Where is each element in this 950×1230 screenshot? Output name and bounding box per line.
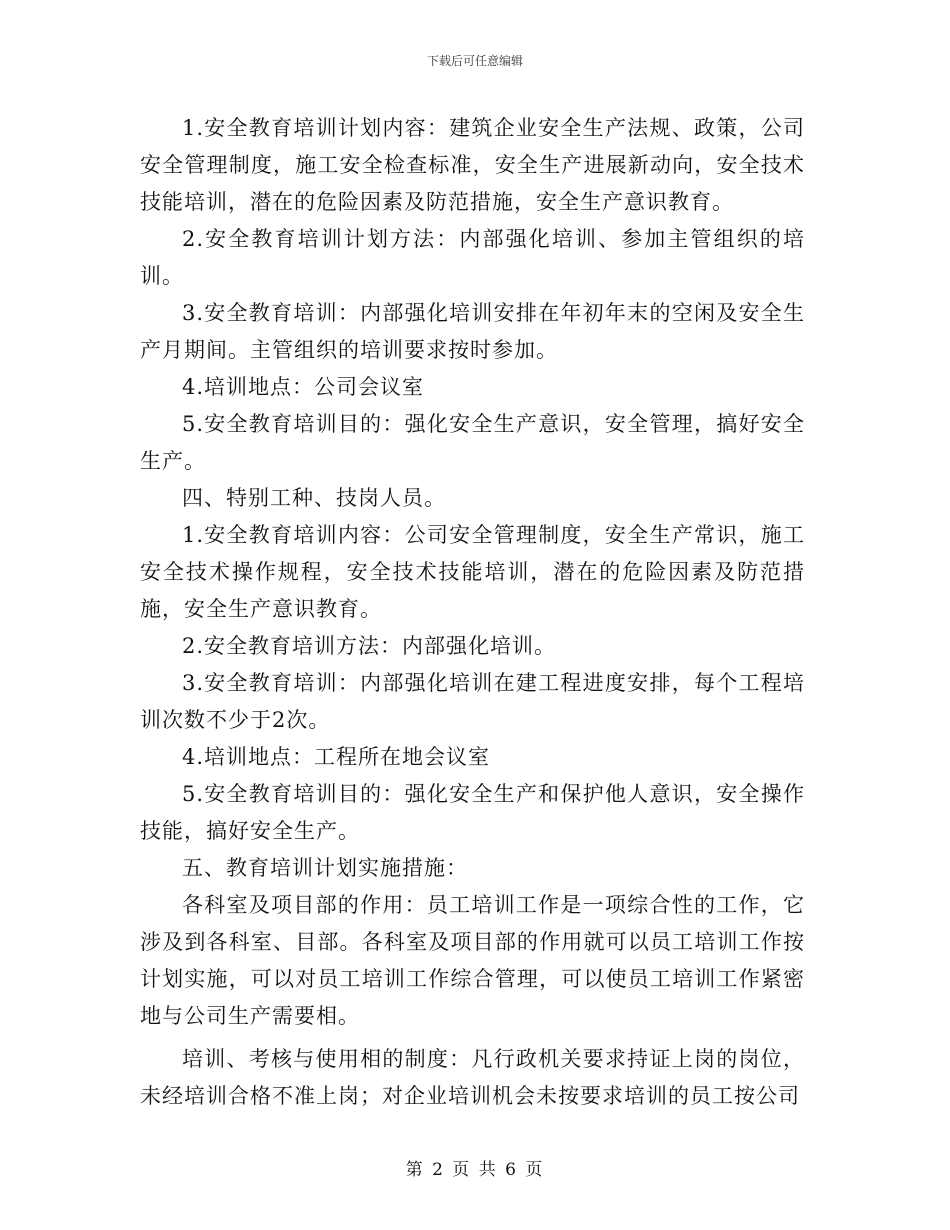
paragraph: 各科室及项目部的作用：员工培训工作是一项综合性的工作，它涉及到各科室、目部。各科室及项目部的作用就可以员工培训工作按计划实施，可以对员工培训工作综合管理，可以使员工培训工作紧密地与公司生产需要相。: [140, 893, 805, 1028]
section-heading: 五、教育培训计划实施措施：: [182, 856, 468, 880]
paragraph: 3.安全教育培训：内部强化培训安排在年初年末的空闲及安全生产月期间。主管组织的培训要求按时参加。: [140, 301, 805, 362]
paragraph: 2.安全教育培训方法：内部强化培训。: [182, 634, 557, 658]
paragraph: 3.安全教育培训：内部强化培训在建工程进度安排，每个工程培训次数不少于2次。: [140, 671, 805, 732]
section-heading: 四、特别工种、技岗人员。: [182, 486, 446, 510]
paragraph: 1.安全教育培训内容：公司安全管理制度，安全生产常识，施工安全技术操作规程，安全技术技能培训，潜在的危险因素及防范措施，安全生产意识教育。: [140, 523, 805, 621]
paragraph: 5.安全教育培训目的：强化安全生产意识，安全管理，搞好安全生产。: [140, 412, 805, 473]
page-number: 第 2 页 共 6 页: [405, 1160, 545, 1180]
paragraph: 4.培训地点：工程所在地会议室: [182, 745, 491, 769]
paragraph: 2.安全教育培训计划方法：内部强化培训、参加主管组织的培训。: [140, 227, 805, 288]
page-header: 下载后可任意编辑: [426, 54, 523, 68]
paragraph: 4.培训地点：公司会议室: [182, 375, 425, 399]
document-body: [140, 110, 805, 1115]
paragraph: 5.安全教育培训目的：强化安全生产和保护他人意识，安全操作技能，搞好安全生产。: [140, 782, 805, 843]
paragraph: 1.安全教育培训计划内容：建筑企业安全生产法规、政策，公司安全管理制度，施工安全检查标准，安全生产进展新动向，安全技术技能培训，潜在的危险因素及防范措施，安全生产意识教育。: [140, 116, 805, 214]
paragraph: 培训、考核与使用相的制度：凡行政机关要求持证上岗的岗位，未经培训合格不准上岗；对企业培训机会未按要求培训的员工按公司: [140, 1047, 805, 1108]
